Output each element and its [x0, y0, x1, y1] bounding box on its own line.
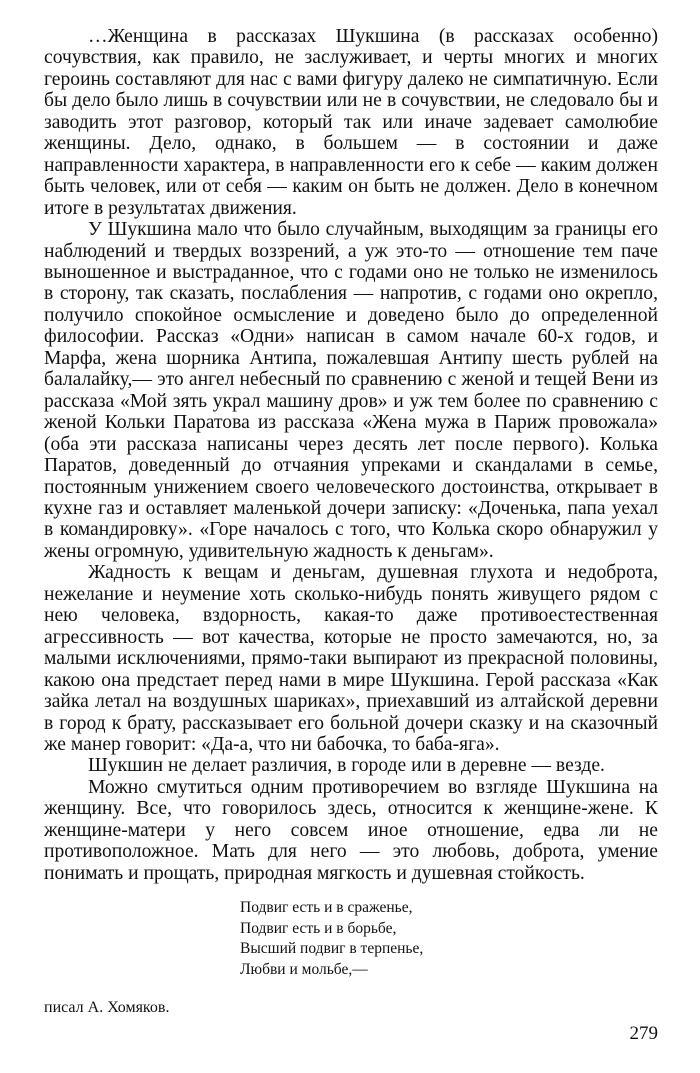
- poem-line: Подвиг есть и в сраженье,: [240, 899, 413, 917]
- paragraph-5: Можно смутиться одним противоречием во взгляде Шукшина на женщину. Все, что говорилось здесь, относится к женщине-жене. К женщине-матери у него совсем иное отношение, едва ли не противоположное. Мать для него — это любовь, доброта, умение понимать и прощать, природная мягкость и душевная стойкость.: [44, 776, 658, 884]
- poem-quote: [240, 898, 658, 980]
- page-body: [44, 26, 658, 1018]
- paragraph-1: …Женщина в рассказах Шукшина (в рассказах особенно) сочувствия, как правило, не заслуживает, и черты многих и многих героинь составляют для нас с вами фигуру далеко не симпатичную. Если бы дело было лишь в сочувствии или не в сочувствии, не следовало бы и заводить этот разговор, который так или иначе задевает самолюбие женщины. Дело, однако, в большем — в состоянии и даже направленности характера, в направленности его к себе — каким должен быть человек, или от себя — каким он быть не должен. Дело в конечном итоге в результатах движения.: [44, 26, 658, 219]
- poem-line: Любви и мольбе,—: [240, 960, 368, 978]
- poem-line: Подвиг есть и в борьбе,: [240, 919, 397, 937]
- poem-attribution: писал А. Хомяков.: [44, 999, 170, 1017]
- paragraph-4: Шукшин не делает различия, в городе или в деревне — везде.: [88, 755, 605, 777]
- paragraph-2: У Шукшина мало что было случайным, выходящим за границы его наблюдений и твердых воззрений, а уж это-то — отношение тем паче выношенное и выстраданное, что с годами оно не только не изменилось в сторону, так сказать, послабления — напротив, с годами оно окрепло, получило спокойное осмысление и доведено было до определенной философии. Рассказ «Одни» написан в самом начале 60-х годов, и Марфа, жена шорника Антипа, пожалевшая Антипу шесть рублей на балалайку,— это ангел небесный по сравнению с женой и тещей Вени из рассказа «Мой зять украл машину дров» и уж тем более по сравнению с женой Кольки Паратова из рассказа «Жена мужа в Париж провожала» (оба эти рассказа написаны через десять лет после первого). Колька Паратов, доведенный до отчаяния упреками и скандалами в семье, постоянным унижением своего человеческого достоинства, открывает в кухне газ и оставляет маленькой дочери записку: «Доченька, папа уехал в командировку». «Горе началось с того, что Колька скоро обнаружил у жены огромную, удивительную жадность к деньгам».: [44, 219, 658, 562]
- poem-line: Высший подвиг в терпенье,: [240, 940, 424, 958]
- page-number: 279: [629, 1023, 658, 1044]
- paragraph-3: Жадность к вещам и деньгам, душевная глухота и недоброта, нежелание и неумение хоть сколько-нибудь понять живущего рядом с нею человека, вздорность, какая-то даже противоестественная агрессивность — вот качества, которые не просто замечаются, но, за малыми исключениями, прямо-таки выпирают из прекрасной половины, какою она предстает перед нами в мире Шукшина. Герой рассказа «Как зайка летал на воздушных шариках», приехавший из алтайской деревни в город к брату, рассказывает его больной дочери сказку и на сказочный же манер говорит: «Да-а, что ни бабочка, то баба-яга».: [44, 562, 658, 755]
